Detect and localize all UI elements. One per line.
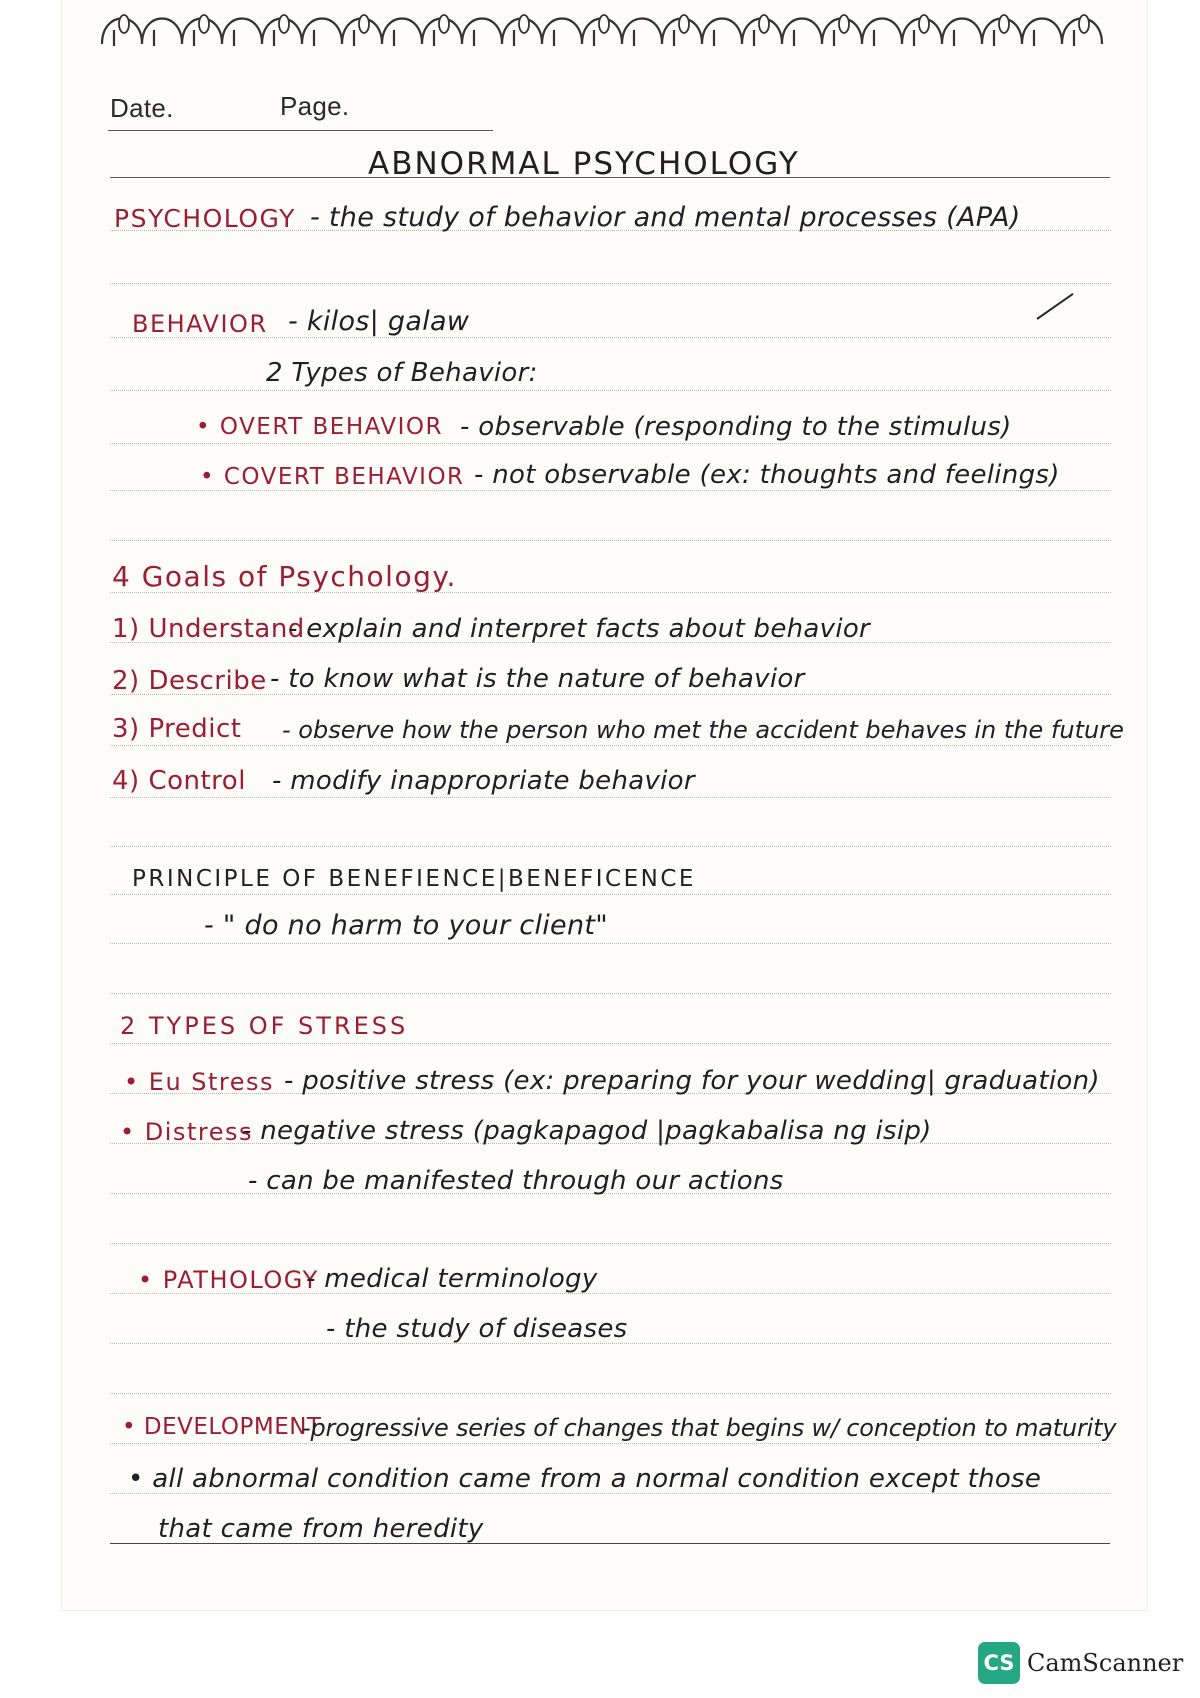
eu-stress-definition: - positive stress (ex: preparing for your wedding| graduation) <box>284 1066 1100 1096</box>
covert-behavior-term: • COVERT BEHAVIOR <box>200 464 465 490</box>
camscanner-brand: CamScanner <box>1027 1649 1184 1677</box>
behavior-types-heading: 2 Types of Behavior: <box>266 358 538 388</box>
development-note-line-2: that came from heredity <box>158 1514 484 1544</box>
camscanner-watermark <box>978 1642 1183 1684</box>
ruled-line <box>110 1243 1111 1244</box>
ruled-line <box>110 1443 1111 1444</box>
header-divider <box>108 130 493 131</box>
camscanner-logo-icon: CS <box>978 1642 1020 1684</box>
goal-3-definition: - observe how the person who met the accident behaves in the future <box>282 716 1124 744</box>
check-mark <box>1036 293 1073 320</box>
pathology-definition: - medical terminology <box>306 1264 598 1294</box>
ruled-line <box>110 1393 1111 1394</box>
goal-4-definition: - modify inappropriate behavior <box>272 766 695 796</box>
page-title: ABNORMAL PSYCHOLOGY <box>368 146 800 182</box>
ruled-line <box>110 943 1111 944</box>
goal-1-definition: - explain and interpret facts about behavior <box>288 614 871 644</box>
development-note-line-1: • all abnormal condition came from a normal condition except those <box>128 1464 1042 1494</box>
development-term: • DEVELOPMENT <box>122 1414 322 1440</box>
date-label: Date. <box>110 93 174 123</box>
ruled-line <box>110 894 1111 895</box>
covert-behavior-definition: - not observable (ex: thoughts and feelings) <box>474 460 1060 490</box>
title-underline <box>110 177 1110 178</box>
overt-behavior-term: • OVERT BEHAVIOR <box>196 414 443 440</box>
pathology-definition-2: - the study of diseases <box>326 1314 628 1344</box>
psychology-term: PSYCHOLOGY <box>114 204 296 233</box>
ruled-line <box>110 797 1111 798</box>
ruled-line <box>110 993 1111 994</box>
distress-term: • Distress <box>120 1118 253 1146</box>
ruled-line <box>110 443 1111 444</box>
stress-heading: 2 TYPES OF STRESS <box>120 1012 409 1040</box>
ruled-line <box>110 540 1111 541</box>
ruled-line <box>110 490 1111 491</box>
distress-definition: - negative stress (pagkapagod |pagkabalisa ng isip) <box>242 1116 932 1146</box>
principle-heading: PRINCIPLE OF BENEFIENCE|BENEFICENCE <box>132 866 696 892</box>
distress-note: - can be manifested through our actions <box>248 1166 784 1196</box>
goal-2-term: 2) Describe <box>112 666 267 696</box>
development-definition: -progressive series of changes that begins w/ conception to maturity <box>302 1414 1117 1442</box>
behavior-definition: - kilos| galaw <box>288 306 470 337</box>
goal-1-term: 1) Understand <box>112 614 305 644</box>
ruled-line <box>110 1043 1111 1044</box>
eu-stress-term: • Eu Stress <box>124 1068 275 1096</box>
ruled-line <box>110 745 1111 746</box>
spiral-binding <box>62 0 1147 54</box>
psychology-definition: - the study of behavior and mental processes (APA) <box>310 202 1021 233</box>
goal-3-term: 3) Predict <box>112 714 242 744</box>
goal-2-definition: - to know what is the nature of behavior <box>270 664 805 694</box>
principle-quote: - " do no harm to your client" <box>204 910 608 941</box>
goal-4-term: 4) Control <box>112 766 246 796</box>
overt-behavior-definition: - observable (responding to the stimulus) <box>460 412 1012 442</box>
behavior-term: BEHAVIOR <box>132 310 268 338</box>
ruled-line <box>110 846 1111 847</box>
page-label: Page. <box>280 91 350 121</box>
pathology-term: • PATHOLOGY <box>138 1266 319 1294</box>
ruled-line <box>110 390 1111 391</box>
goals-heading: 4 Goals of Psychology. <box>112 560 457 593</box>
notebook-page <box>62 0 1147 1610</box>
ruled-line <box>110 283 1111 284</box>
